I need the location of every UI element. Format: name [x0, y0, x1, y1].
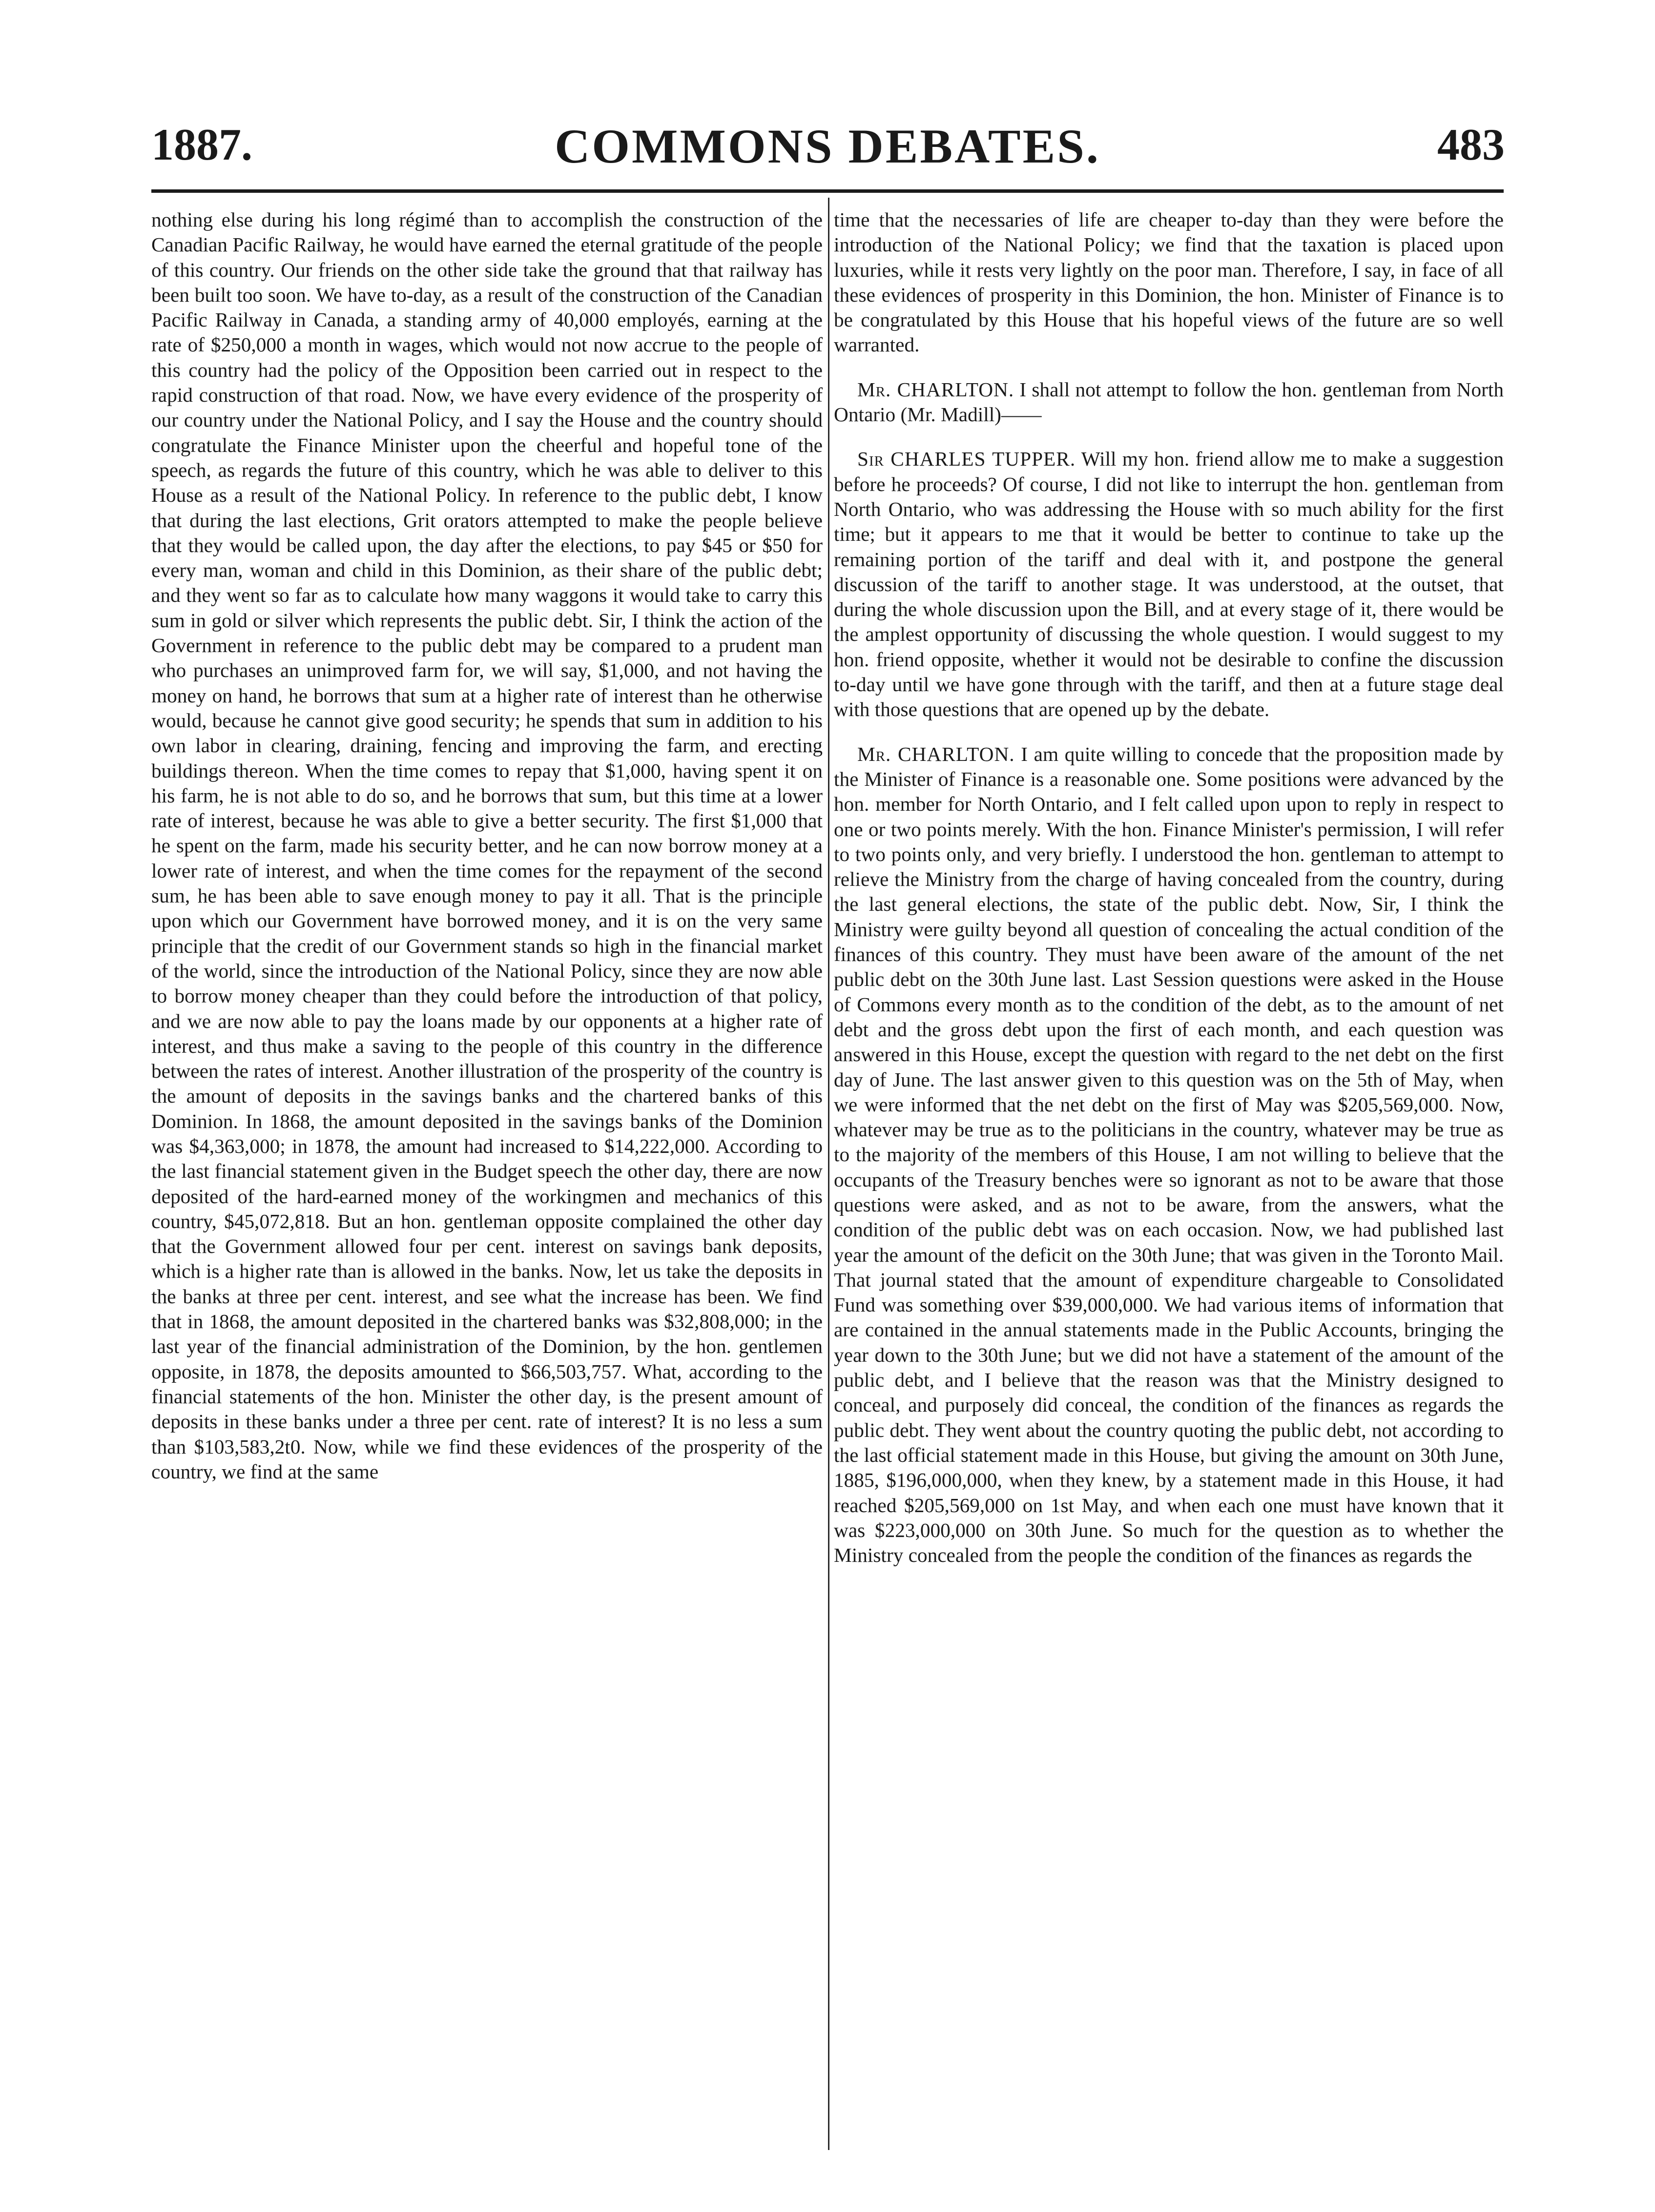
- speech-text: I shall not attempt to follow the hon. gentleman from North Ontario (Mr. Madill)——: [834, 378, 1504, 426]
- paragraph: nothing else during his long régimé than to accomplish the construction of the Canadian Pacific Railway, he would have earned the eternal gratitude of the people of this country. Our friends on the other side take the ground that that railway has been built too soon. We have to-day, as a result of the construction of the Canadian Pacific Railway in Canada, a standing army of 40,000 employés, earning at the rate of $250,000 a month in wages, which would not now accrue to the people of this country had the policy of the Opposition been carried out in respect to the rapid construction of that road. Now, we have every evidence of the prosperity of our country under the National Policy, and I say the House and the country should congratulate the Finance Minister upon the cheerful and hopeful tone of the speech, as regards the future of this country, which he was able to deliver to this House as a result of the National Policy. In reference to the public debt, I know that during the last elections, Grit orators attempted to make the people believe that they would be called upon, the day after the elections, to pay $45 or $50 for every man, woman and child in this Dominion, as their share of the public debt; and they went so far as to calculate how many waggons it would take to carry this sum in gold or silver which represents the public debt. Sir, I think the action of the Government in reference to the public debt may be compared to a prudent man who purchases an unimproved farm for, we will say, $1,000, and not having the money on hand, he borrows that sum at a higher rate of interest than he otherwise would, because he cannot give good security; he spends that sum in addition to his own labor in clearing, draining, fencing and improving the farm, and erecting buildings thereon. When the time comes to repay that $1,000, having spent it on his farm, he is not able to do so, and he borrows that sum, but this time at a lower rate of interest, because he was able to give a better security. The first $1,000 that he spent on the farm, made his security better, and he can now borrow money at a lower rate of interest, and when the time comes for the repayment of the second sum, he has been able to save enough money to pay it all. That is the principle upon which our Government have borrowed money, and it is on the very same principle that the credit of our Government stands so high in the financial market of the world, since the introduction of the National Policy, since they are now able to borrow money cheaper than they could before the introduction of that policy, and we are now able to pay the loans made by our opponents at a higher rate of interest, and thus make a saving to the people of this country in the difference between the rates of interest. Another illustration of the prosperity of the country is the amount of deposits in the savings banks and the chartered banks of this Dominion. In 1868, the amount deposited in the savings banks of the Dominion was $4,363,000; in 1878, the amount had increased to $14,222,000. According to the last financial statement given in the Budget speech the other day, there are now deposited of the hard-earned money of the workingmen and mechanics of this country, $45,072,818. But an hon. gentleman opposite complained the other day that the Government allowed four per cent. interest on savings bank deposits, which is a higher rate than is allowed in the banks. Now, let us take the deposits in the banks at three per cent. interest, and see what the increase has been. We find that in 1868, the amount deposited in the chartered banks was $32,808,000; in the last year of the financial administration of the Dominion, by the hon. gentlemen opposite, in 1878, the deposits amounted to $66,503,757. What, according to the financial statements of the hon. Minister the other day, is the present amount of deposits in these banks under a three per cent. rate of interest? It is no less a sum than $103,583,2t0. Now, while we find these evidences of the prosperity of the country, we find at the same: [151, 208, 823, 1483]
- speaker-name: Sir CHARLES TUPPER.: [857, 448, 1076, 471]
- speaker-name: Mr. CHARLTON.: [857, 742, 1015, 765]
- right-column: [834, 207, 1504, 1568]
- speech-text: I am quite willing to concede that the proposition made by the Minister of Finance is a reasonable one. Some positions were advanced by the hon. member for North Ontario, and I felt called upon upon to reply in respect to one or two points merely. With the hon. Finance Minister's permission, I will refer to two points only, and very briefly. I understood the hon. gentleman to attempt to relieve the Ministry from the charge of having concealed from the country, during the last general elections, the state of the public debt. Now, Sir, I think the Ministry were guilty beyond all question of concealing the actual condition of the finances of this country. They must have been aware of the amount of the net public debt on the 30th June last. Last Session questions were asked in the House of Commons every month as to the condition of the debt, as to the amount of net debt and the gross debt upon the first of each month, and each question was answered in this House, except the question with regard to the net debt on the first day of June. The last answer given to this question was on the 5th of May, when we were informed that the net debt on the first of May was $205,569,000. Now, whatever may be true as to the politicians in the country, whatever may be true as to the majority of the members of this House, I am not willing to believe that the occupants of the Treasury benches were so ignorant as not to be aware that those questions were asked, and as not to be aware, from the answers, what the condition of the public debt was on each occasion. Now, we had published last year the amount of the deficit on the 30th June; that was given in the Toronto Mail. That journal stated that the amount of expenditure chargeable to Consolidated Fund was something over $39,000,000. We had various items of information that are contained in the annual statements made in the Public Accounts, bringing the year down to the 30th June; but we did not have a statement of the amount of the public debt, and I believe that the reason was that the Ministry designed to conceal, and purposely did conceal, the condition of the finances as regards the public debt. They went about the country quoting the public debt, not according to the last official statement made in this House, but giving the amount on 30th June, 1885, $196,000,000, when they knew, by a statement made in this House, it had reached $205,569,000 on 1st May, and when each one must have known that it was $223,000,000 on 30th June. So much for the question as to whether the Ministry concealed from the people the condition of the finances as regards the: [834, 742, 1504, 1567]
- speech-charlton-1: [834, 377, 1504, 428]
- column-divider: [828, 198, 829, 2150]
- header-year: 1887.: [151, 120, 252, 169]
- left-column: [151, 207, 823, 2155]
- paragraph-continuation: time that the necessaries of life are cheaper to-day than they were before the introduction of the National Policy; we find that the taxation is placed upon luxuries, while it rests very lightly on the poor man. Therefore, I say, in face of all these evidences of prosperity in this Dominion, the hon. Minister of Finance is to be congratulated by this House that his hopeful views of the future are so well warranted.: [834, 208, 1504, 356]
- speech-text: Will my hon. friend allow me to make a suggestion before he proceeds? Of course, I did not like to interrupt the hon. gentleman from North Ontario, who was addressing the House with so much ability for the first time; but it appears to me that it would be better to continue to take up the remaining portion of the tariff and deal with it, and postpone the general discussion of the tariff to another stage. It was understood, at the outset, that during the whole discussion upon the Bill, and at every stage of it, there would be the amplest opportunity of discussing the whole question. I would suggest to my hon. friend opposite, whether it would not be desirable to confine the discussion to-day until we have gone through with the tariff, and then at a future stage deal with those questions that are opened up by the debate.: [834, 448, 1504, 721]
- speech-charlton-2: [834, 742, 1504, 1568]
- speaker-name: Mr. CHARLTON.: [857, 378, 1014, 401]
- speech-tupper: [834, 447, 1504, 722]
- header-rule: [151, 189, 1504, 193]
- page-number: 483: [1437, 120, 1505, 169]
- header-title: COMMONS DEBATES.: [555, 119, 1100, 173]
